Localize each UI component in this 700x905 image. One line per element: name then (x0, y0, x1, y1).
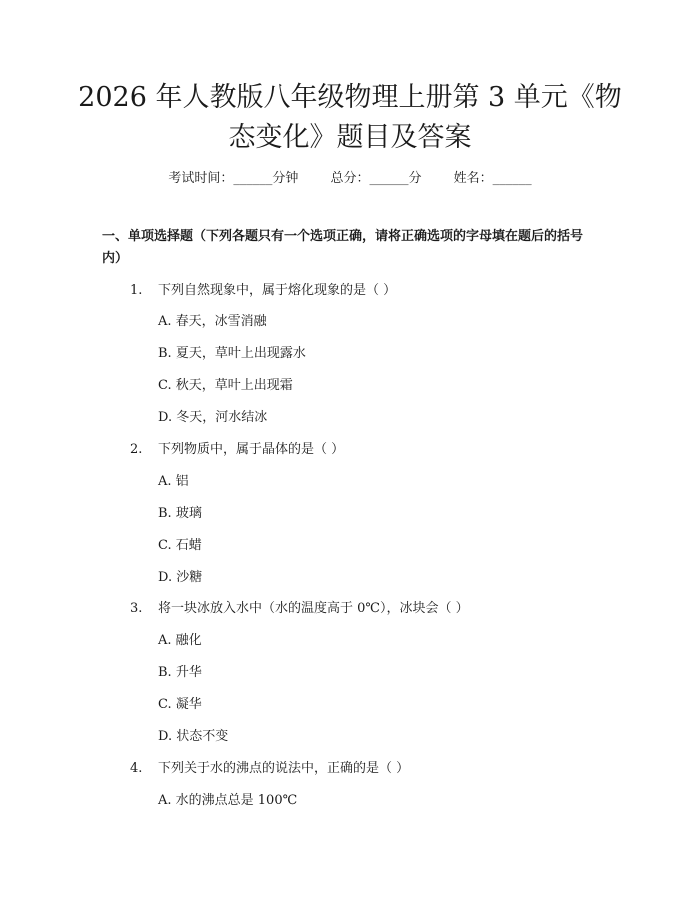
option-3c: C. 凝华 (158, 697, 202, 712)
title-line-1: 2026 年人教版八年级物理上册第 3 单元《物 (78, 82, 622, 113)
question-number: 2. (130, 442, 143, 457)
title-line-2: 态变化》题目及答案 (228, 122, 472, 153)
question-number: 3. (130, 601, 143, 616)
option-3b: B. 升华 (158, 665, 202, 680)
option-2c: C. 石蜡 (158, 538, 202, 553)
exam-name: 姓名：______ (453, 171, 532, 186)
exam-info (0, 167, 700, 186)
section-heading: 一、单项选择题（下列各题只有一个选项正确，请将正确选项的字母填在题后的括号内） (102, 229, 584, 266)
option-1a: A. 春天，冰雪消融 (158, 314, 267, 329)
option-1b: B. 夏天，草叶上出现露水 (158, 346, 306, 361)
question-text: 下列关于水的沸点的说法中，正确的是（ ） (158, 761, 410, 776)
question-number: 1. (130, 283, 143, 298)
document-title (60, 78, 640, 158)
option-2b: B. 玻璃 (158, 506, 202, 521)
option-2a: A. 铝 (158, 474, 189, 489)
exam-score: 总分：______分 (330, 171, 422, 186)
question-number: 4. (130, 761, 143, 776)
option-2d: D. 沙糖 (158, 570, 203, 585)
option-3a: A. 融化 (158, 633, 202, 648)
option-1c: C. 秋天，草叶上出现霜 (158, 378, 293, 393)
option-3d: D. 状态不变 (158, 729, 229, 744)
question-text: 下列物质中，属于晶体的是（ ） (158, 442, 345, 457)
question-text: 下列自然现象中，属于熔化现象的是（ ） (158, 283, 397, 298)
exam-time: 考试时间：______分钟 (168, 171, 299, 186)
option-1d: D. 冬天，河水结冰 (158, 410, 268, 425)
option-4a: A. 水的沸点总是 100℃ (158, 793, 298, 808)
question-text: 将一块冰放入水中（水的温度高于 0℃），冰块会（ ） (158, 601, 469, 616)
